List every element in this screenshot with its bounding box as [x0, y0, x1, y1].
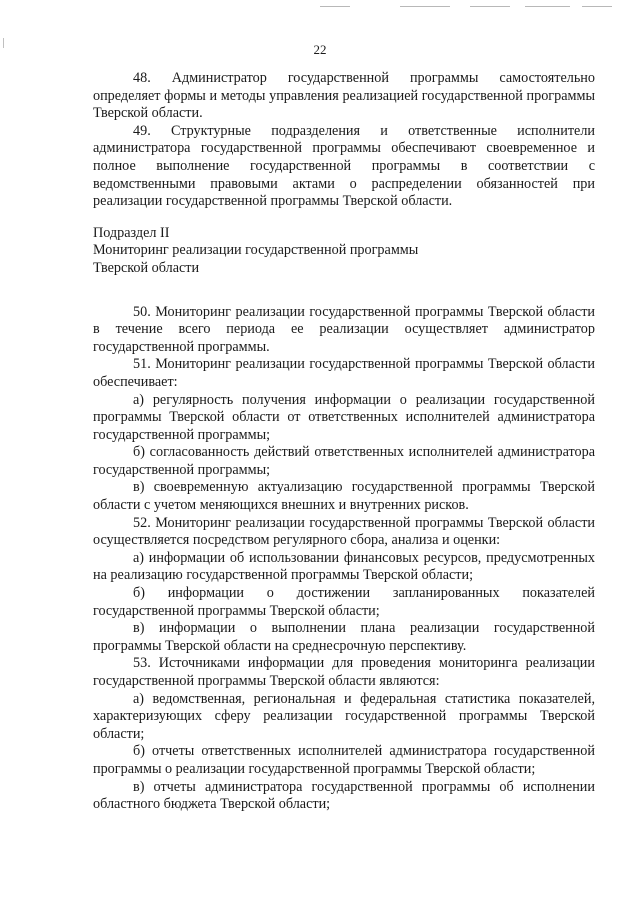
paragraph-51: 51. Мониторинг реализации государственной программы Тверской области обеспечивает:: [93, 356, 595, 390]
subsection-title: Мониторинг реализации государственной программы: [93, 242, 419, 259]
paragraph-53-a: а) ведомственная, региональная и федеральная статистика показателей, характеризующих сферу реализации государственной программы Тверской области;: [93, 690, 595, 742]
page-number: 22: [313, 42, 327, 57]
paragraph-52-c: в) информации о выполнении плана реализации государственной программы Тверской области на среднесрочную перспективу.: [93, 620, 595, 654]
paragraph-48: 48. Администратор государственной программы самостоятельно определяет формы и методы управления реализацией государственной программы Тверской области.: [93, 70, 595, 122]
paragraph-52-a: а) информации об использовании финансовых ресурсов, предусмотренных на реализацию государственной программы Тверской области;: [93, 549, 595, 584]
paragraph-50: 50. Мониторинг реализации государственной программы Тверской области в течение всего периода ее реализации осуществляет администратор государственной программы.: [93, 303, 595, 355]
subsection-title-cont: Тверской области: [93, 259, 200, 276]
paragraph-51-b: б) согласованность действий ответственных исполнителей администратора государственной программы;: [93, 444, 595, 478]
paragraph-52-b: б) информации о достижении запланированных показателей государственной программы Тверской области;: [93, 585, 595, 619]
subsection-number: Подраздел II: [93, 224, 170, 241]
paragraph-51-a: а) регулярность получения информации о реализации государственной программы Тверской области от ответственных исполнителей администратора государственной программы;: [93, 391, 595, 443]
paragraph-53-b: б) отчеты ответственных исполнителей администратора государственной программы о реализации государственной программы Тверской области;: [93, 743, 595, 777]
document-body: [93, 70, 595, 814]
paragraph-53: 53. Источниками информации для проведения мониторинга реализации государственной программы Тверской области являются:: [93, 655, 595, 689]
scan-header-marks: [320, 4, 620, 10]
paragraph-53-c: в) отчеты администратора государственной программы об исполнении областного бюджета Тверской области;: [93, 778, 595, 813]
paragraph-52: 52. Мониторинг реализации государственной программы Тверской области осуществляется посредством регулярного сбора, анализа и оценки:: [93, 514, 595, 549]
paragraph-51-c: в) своевременную актуализацию государственной программы Тверской области с учетом меняющихся внешних и внутренних рисков.: [93, 479, 595, 514]
paragraph-49: 49. Структурные подразделения и ответственные исполнители администратора государственной программы обеспечивают своевременное и полное выполнение государственной программы в соответствии с ведомственными правовыми актами о распределении обязанностей при реализации государственной программы Тверской области.: [93, 122, 595, 210]
